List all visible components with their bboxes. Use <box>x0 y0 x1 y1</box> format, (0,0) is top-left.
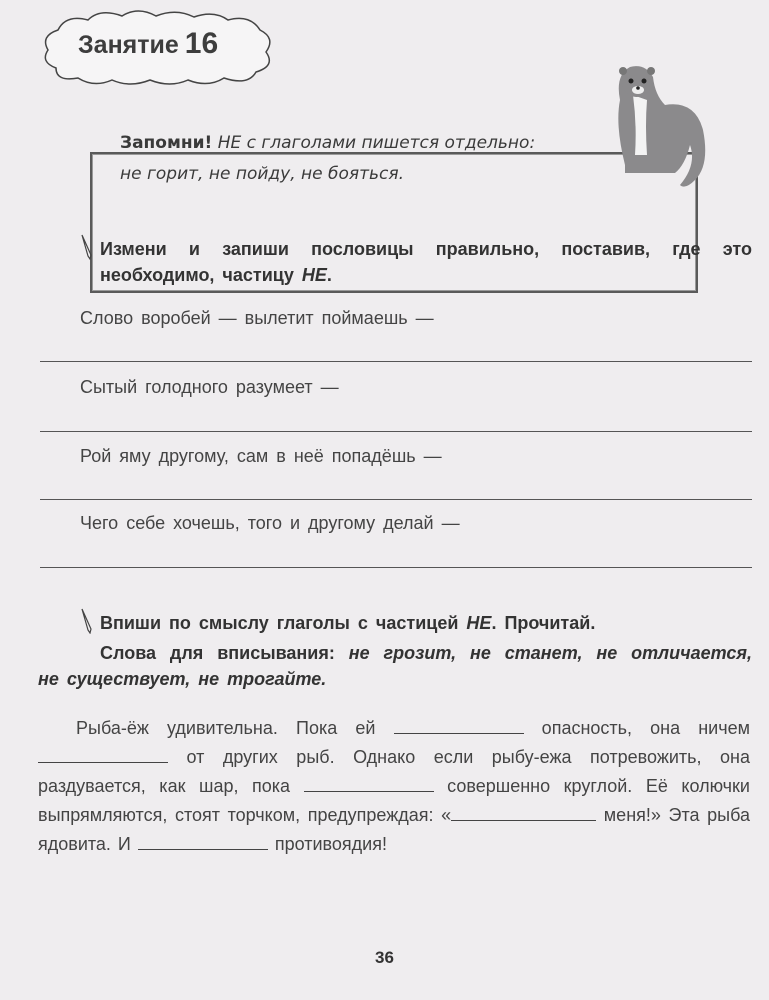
particle-ne: НЕ <box>466 613 492 633</box>
lesson-number: 16 <box>184 27 219 60</box>
particle-ne: НЕ <box>301 265 327 285</box>
paragraph-text: противоядия! <box>267 834 387 854</box>
answer-line-4[interactable] <box>40 567 752 568</box>
blank-5[interactable] <box>138 835 268 850</box>
paragraph-text: Рыба-ёж удивительна. Пока ей <box>76 718 394 738</box>
otter-illustration <box>585 55 710 190</box>
paragraph-text: опасность, она ничем <box>523 718 750 738</box>
words-list-line2 <box>38 666 326 693</box>
rule-text <box>120 128 535 190</box>
blank-2[interactable] <box>38 748 168 763</box>
lesson-label: Занятие <box>78 31 179 59</box>
words-list: не грозит, не станет, не отличается, <box>348 643 752 663</box>
blank-1[interactable] <box>394 719 524 734</box>
pencil-icon <box>80 608 94 634</box>
blank-4[interactable] <box>451 806 596 821</box>
words-label: Слова для вписывания: <box>100 643 349 663</box>
paragraph-text: от других рыб. Однако если рыбу-ежа потревожить, она раздувается, как шар, пока <box>38 747 750 796</box>
instruction-text: . <box>326 265 332 285</box>
proverb-1: Слово воробей — вылетит поймаешь — <box>80 308 434 328</box>
words-list-line1 <box>100 640 752 667</box>
task1-instruction-line1: Измени и запиши пословицы правильно, поставив, где это <box>100 239 752 259</box>
instruction-text: необходимо, частицу <box>100 265 302 285</box>
words-list: не существует, не трогайте. <box>38 669 327 689</box>
pencil-icon <box>80 234 94 260</box>
rule-label: Запомни! <box>120 133 213 153</box>
answer-line-3[interactable] <box>40 499 752 500</box>
paragraph-text: меня!» Эта рыба ядовита. И <box>38 805 751 854</box>
page-number: 36 <box>375 948 394 967</box>
proverb-4: Чего себе хочешь, того и другому делай — <box>80 513 460 533</box>
rule-line-1: НЕ с глаголами пишется отдельно: <box>217 133 536 153</box>
task2-instruction <box>100 610 595 637</box>
proverb-2: Сытый голодного разумеет — <box>80 377 339 397</box>
fill-in-paragraph <box>38 714 750 859</box>
rule-examples: не горит, не пойду, не бояться. <box>120 164 405 184</box>
answer-line-1[interactable] <box>40 361 752 362</box>
instruction-text: Впиши по смыслу глаголы с частицей <box>100 613 467 633</box>
proverb-3: Рой яму другому, сам в неё попадёшь — <box>80 446 442 466</box>
blank-3[interactable] <box>304 777 434 792</box>
answer-line-2[interactable] <box>40 431 752 432</box>
task1-instruction-line2 <box>100 262 332 289</box>
lesson-title <box>78 27 218 61</box>
paragraph-text: совершенно круглой. Её колючки выпрямляются, стоят торчком, предупреждая: « <box>38 776 750 825</box>
instruction-text: . Прочитай. <box>491 613 596 633</box>
